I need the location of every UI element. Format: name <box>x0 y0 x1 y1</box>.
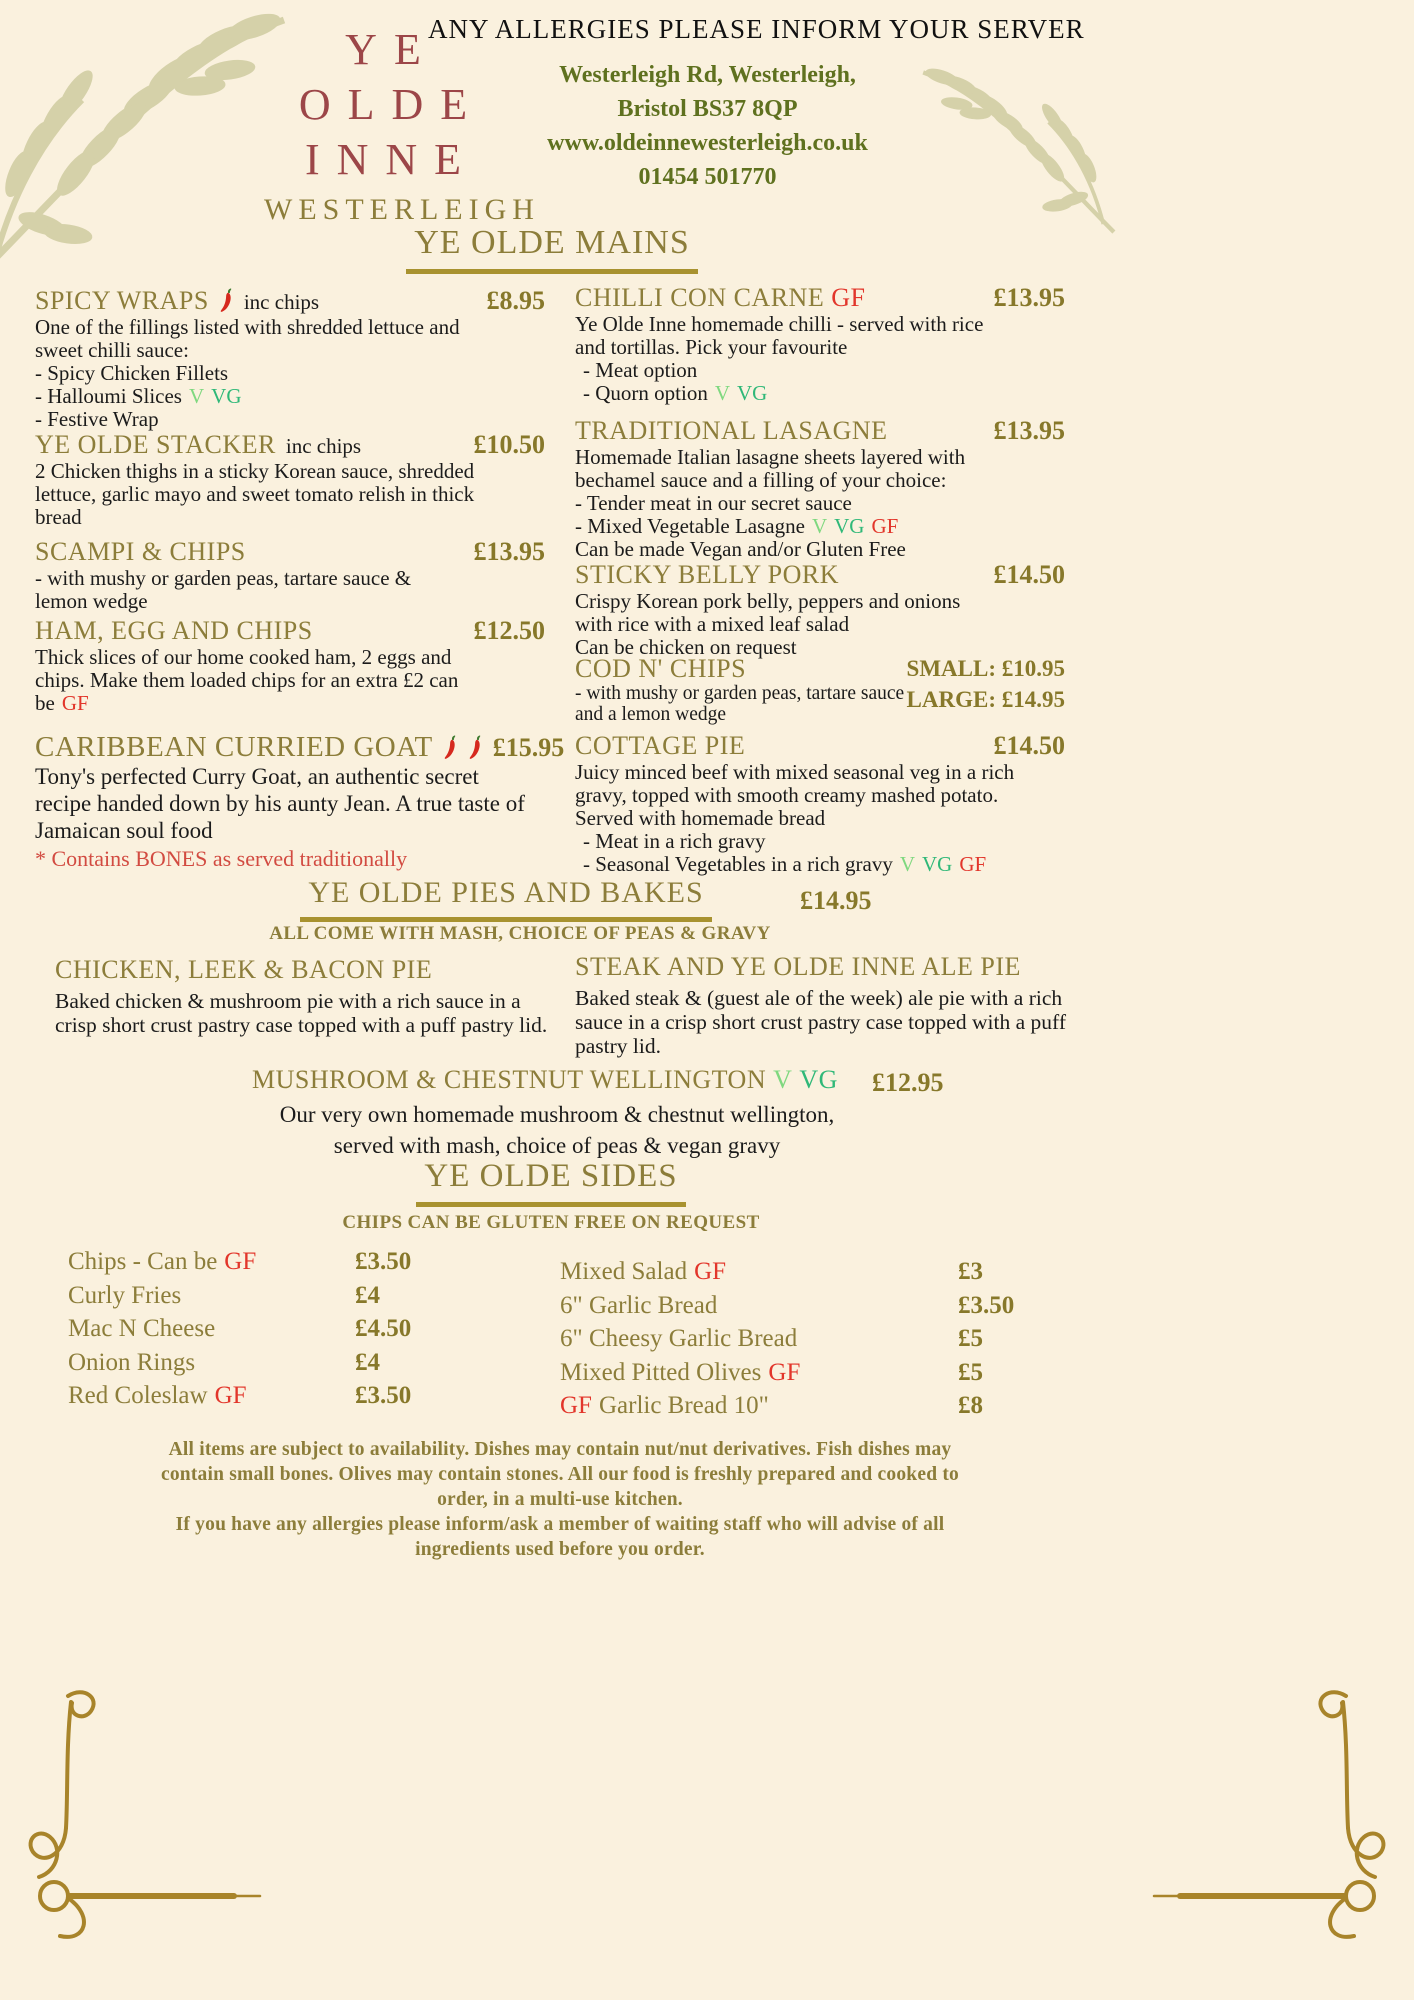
tag-v: V <box>188 384 205 408</box>
item-option: - Meat option <box>583 358 698 382</box>
sides-subtitle: CHIPS CAN BE GLUTEN FREE ON REQUEST <box>342 1212 760 1233</box>
menu-item-sticky-belly-pork <box>575 560 1065 659</box>
item-name: SCAMPI & CHIPS <box>35 537 246 566</box>
item-description: - with mushy or garden peas, tartare sauce and a lemon wedge <box>575 683 905 725</box>
side-price: £3.50 <box>958 1291 1015 1319</box>
item-price: £14.50 <box>993 560 1065 589</box>
item-price-large: LARGE: £14.95 <box>906 687 1065 712</box>
side-name-text: Garlic Bread 10" <box>598 1392 769 1419</box>
side-name-text: Chips - Can be <box>68 1248 218 1275</box>
side-item-garlic-bread-6 <box>560 1292 1030 1326</box>
allergy-notice: ANY ALLERGIES PLEASE INFORM YOUR SERVER <box>428 14 1085 44</box>
wellington-description-line-2: served with mash, choice of peas & vegan gravy <box>333 1133 781 1158</box>
side-price: £4.50 <box>355 1315 412 1342</box>
side-name <box>560 1392 958 1420</box>
side-name: Curly Fries <box>68 1281 182 1309</box>
menu-item-ham-egg-chips <box>35 616 545 715</box>
item-option: - Spicy Chicken Fillets <box>35 361 229 385</box>
leaf-branch-top-right-icon <box>912 42 1117 242</box>
item-price: £10.50 <box>473 430 545 459</box>
item-price: £8.95 <box>486 286 545 315</box>
item-price-small: SMALL: £10.95 <box>906 656 1065 681</box>
option-text: - Seasonal Vegetables in a rich gravy <box>583 852 893 876</box>
sides-list-left <box>68 1248 508 1416</box>
side-item-red-coleslaw <box>68 1382 508 1416</box>
side-item-mixed-pitted-olives <box>560 1359 1030 1393</box>
tag-gf: GF <box>959 852 987 876</box>
logo-line-1: YE <box>345 25 438 74</box>
item-name: CHICKEN, LEEK & BACON PIE <box>55 955 433 984</box>
tag-vg: VG <box>922 852 953 876</box>
tag-vg: VG <box>737 381 768 405</box>
item-price-options <box>907 653 1065 715</box>
item-name: STEAK AND YE OLDE INNE ALE PIE <box>575 952 1021 981</box>
item-price: £13.95 <box>473 537 545 566</box>
item-description: - with mushy or garden peas, tartare sauce & lemon wedge <box>35 566 412 613</box>
chilli-icon <box>219 287 234 313</box>
tag-v: V <box>714 381 730 405</box>
item-name: TRADITIONAL LASAGNE <box>575 416 888 445</box>
tag-gf: GF <box>61 691 89 715</box>
side-price: £4 <box>355 1348 380 1376</box>
item-description: Baked chicken & mushroom pie with a rich sauce in a crisp short crust pastry case topped with a puff pastry lid. <box>55 989 548 1037</box>
description-text: Thick slices of our home cooked ham, 2 eggs and chips. Make them loaded chips for an extra £2 can be <box>35 645 459 715</box>
wellington-description-line-1: Our very own homemade mushroom & chestnut wellington, <box>279 1102 835 1127</box>
footer-line-2: If you have any allergies please inform/ask a member of waiting staff who will advise of all ingredients used before you order. <box>175 1514 945 1560</box>
menu-item-cottage-pie <box>575 731 1065 876</box>
side-item-curly-fries <box>68 1282 508 1316</box>
flourish-bottom-right-icon <box>1086 1688 1406 1948</box>
side-name: 6" Garlic Bread <box>560 1291 718 1319</box>
wellington-price: £12.95 <box>872 1068 944 1097</box>
mains-title: YE OLDE MAINS <box>406 224 698 274</box>
tag-vg: VG <box>834 514 865 538</box>
item-price: £15.95 <box>492 733 565 762</box>
item-name: SPICY WRAPS <box>35 286 209 315</box>
pies-price: £14.95 <box>800 886 872 915</box>
phone-number: 01454 501770 <box>638 164 777 190</box>
item-option <box>575 382 1065 405</box>
item-price: £14.50 <box>993 731 1065 760</box>
tag-vg: VG <box>799 1065 838 1094</box>
menu-item-spicy-wraps <box>35 283 545 431</box>
tag-gf: GF <box>560 1392 592 1419</box>
item-description: Baked steak & (guest ale of the week) ale pie with a rich sauce in a crisp short crust pastry case topped with a puff pastry lid. <box>575 986 1066 1058</box>
side-item-onion-rings <box>68 1349 508 1383</box>
side-price: £3.50 <box>355 1382 412 1409</box>
address-line-1: Westerleigh Rd, Westerleigh, <box>559 62 856 88</box>
item-option <box>35 385 545 408</box>
menu-item-caribbean-curried-goat <box>35 730 565 872</box>
tag-gf: GF <box>224 1248 257 1275</box>
item-option: - Festive Wrap <box>35 407 159 431</box>
sides-section-heading <box>0 1158 1102 1207</box>
pies-subtitle: ALL COME WITH MASH, CHOICE OF PEAS & GRAVY <box>269 923 771 944</box>
menu-item-ye-olde-stacker <box>35 430 545 529</box>
sides-list-right <box>560 1258 1030 1426</box>
item-description: Homemade Italian lasagne sheets layered with bechamel sauce and a filling of your choice: <box>575 445 966 492</box>
chilli-icon <box>468 734 483 760</box>
item-description: One of the fillings listed with shredded lettuce and sweet chilli sauce: <box>35 315 460 362</box>
side-name-text: Mixed Salad <box>560 1258 688 1285</box>
side-item-mixed-salad <box>560 1258 1030 1292</box>
logo-line-2: OLDE <box>298 80 485 129</box>
item-price: £13.95 <box>993 283 1065 312</box>
item-name: YE OLDE STACKER <box>35 430 276 459</box>
address-line-2: Bristol BS37 8QP <box>617 96 798 122</box>
side-name: Mac N Cheese <box>68 1315 216 1342</box>
item-description: Tony's perfected Curry Goat, an authentic secret recipe handed down by his aunty Jean. A true taste of Jamaican soul food <box>35 764 525 843</box>
item-name <box>252 1065 838 1094</box>
item-description: Crispy Korean pork belly, peppers and onions with rice with a mixed leaf salad <box>575 589 961 636</box>
option-text: - Halloumi Slices <box>35 384 182 408</box>
item-name <box>575 284 865 312</box>
tag-gf: GF <box>831 283 866 312</box>
menu-item-cod-n-chips <box>575 655 1065 725</box>
menu-item-traditional-lasagne <box>575 416 1065 561</box>
item-option <box>575 853 1065 876</box>
side-price: £5 <box>958 1325 983 1352</box>
side-name <box>68 1248 355 1276</box>
pies-title: YE OLDE PIES AND BAKES <box>300 876 711 922</box>
side-item-cheesy-garlic-bread-6 <box>560 1325 1030 1359</box>
side-name: 6" Cheesy Garlic Bread <box>560 1325 798 1352</box>
tag-v: V <box>811 514 828 538</box>
menu-item-chilli-con-carne <box>575 283 1065 405</box>
item-name: STICKY BELLY PORK <box>575 560 839 589</box>
option-text: - Mixed Vegetable Lasagne <box>575 514 805 538</box>
item-note: Can be made Vegan and/or Gluten Free <box>575 537 906 561</box>
website: www.oldeinnewesterleigh.co.uk <box>547 130 868 156</box>
flourish-bottom-left-icon <box>8 1688 328 1948</box>
side-item-chips <box>68 1248 508 1282</box>
option-text: - Quorn option <box>583 381 708 405</box>
logo-subtitle: WESTERLEIGH <box>264 193 540 226</box>
item-suffix: inc chips <box>243 290 320 314</box>
item-option: - Tender meat in our secret sauce <box>575 491 852 515</box>
item-name: COD N' CHIPS <box>575 654 747 683</box>
side-price: £5 <box>958 1358 983 1386</box>
menu-item-steak-ale-pie <box>575 953 1107 1058</box>
item-name-text: MUSHROOM & CHESTNUT WELLINGTON <box>252 1065 767 1094</box>
menu-item-chicken-leek-bacon-pie <box>55 956 560 1037</box>
item-name: COTTAGE PIE <box>575 731 746 760</box>
item-note: Can be chicken on request <box>575 635 797 659</box>
tag-v: V <box>899 852 916 876</box>
item-option: - Meat in a rich gravy <box>583 829 766 853</box>
chilli-icon <box>443 734 458 760</box>
side-name-text: Red Coleslaw <box>68 1382 208 1409</box>
item-price: £12.50 <box>473 616 545 645</box>
item-description: Ye Olde Inne homemade chilli - served with rice and tortillas. Pick your favourite <box>575 312 984 359</box>
side-price: £3.50 <box>355 1248 412 1275</box>
item-price: £13.95 <box>993 416 1065 445</box>
side-item-mac-n-cheese <box>68 1315 508 1349</box>
side-name-text: Mixed Pitted Olives <box>560 1358 762 1386</box>
mains-section-heading <box>0 224 1104 274</box>
side-price: £8 <box>958 1392 983 1419</box>
item-option <box>575 515 1065 538</box>
tag-gf: GF <box>768 1358 801 1386</box>
sides-title: YE OLDE SIDES <box>416 1158 685 1207</box>
side-price: £3 <box>958 1258 983 1285</box>
tag-gf: GF <box>694 1258 727 1285</box>
item-description <box>35 646 485 715</box>
side-price: £4 <box>355 1281 380 1309</box>
bones-warning-note: * Contains BONES as served traditionally <box>35 846 408 871</box>
logo-line-3: INNE <box>304 135 479 184</box>
footer-disclaimer <box>150 1437 970 1562</box>
address-block <box>535 58 880 194</box>
tag-vg: VG <box>211 384 242 408</box>
tag-gf: GF <box>214 1382 247 1409</box>
tag-v: V <box>773 1065 793 1094</box>
side-item-garlic-bread-10 <box>560 1392 1030 1426</box>
item-name-text: CHILLI CON CARNE <box>575 283 825 312</box>
item-suffix: inc chips <box>285 434 362 458</box>
item-description: 2 Chicken thighs in a sticky Korean sauce, shredded lettuce, garlic mayo and sweet tomato relish in thick bread <box>35 459 475 529</box>
item-description: Juicy minced beef with mixed seasonal veg in a rich gravy, topped with smooth creamy mashed potato. Served with homemade bread <box>575 760 1015 830</box>
side-name: Onion Rings <box>68 1348 196 1376</box>
menu-item-scampi-and-chips <box>35 537 545 613</box>
restaurant-logo <box>258 22 540 227</box>
side-name <box>560 1359 958 1387</box>
tag-gf: GF <box>871 514 899 538</box>
footer-line-1: All items are subject to availability. Dishes may contain nut/nut derivatives. Fish dishes may contain small bones. Olives may contain stones. All our food is freshly prepared and cooked to order, in a multi-use kitchen. <box>161 1439 959 1510</box>
side-name <box>68 1382 355 1410</box>
side-name <box>560 1258 958 1286</box>
item-name: CARIBBEAN CURRIED GOAT <box>35 731 433 763</box>
item-name: HAM, EGG AND CHIPS <box>35 616 313 645</box>
